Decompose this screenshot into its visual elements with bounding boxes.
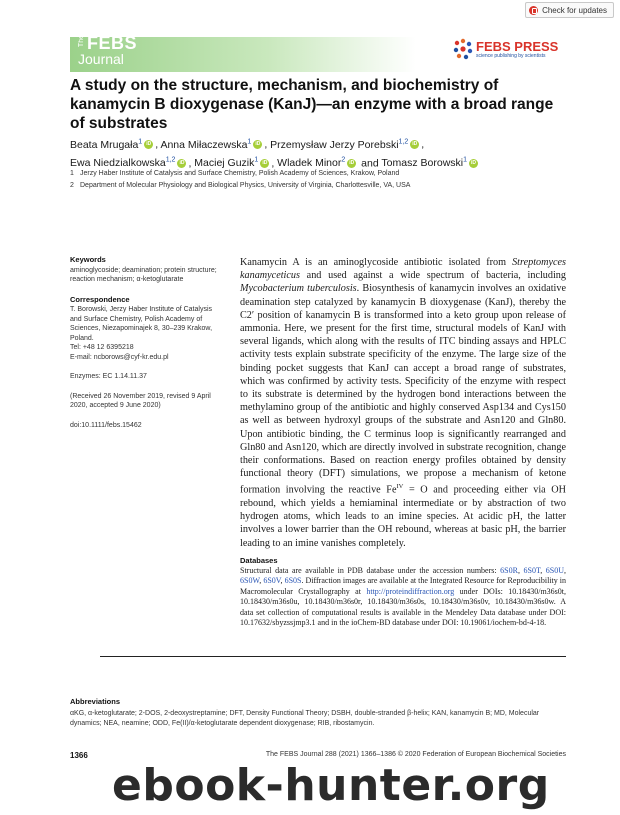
affiliation: 1 Jerzy Haber Institute of Catalysis and Surface Chemistry, Polish Academy of Sciences, Krakow, Poland <box>70 170 400 177</box>
abstract: Kanamycin A is an aminoglycoside antibiotic isolated from Streptomyces kanamyceticus and used against a wide spectrum of bacteria, including Mycobacterium tuberculosis. Biosynthesis of kanamycin involves an oxidative deamination step catalyzed by kanamycin B dioxygenase (KanJ), thereby the C2′ position of kanamycin B is transformed into a keto group upon release of ammonia. Here, we present for the first time, structural models of KanJ with several ligands, which along with the results of ITC binding assays and HPLC activity tests explain substrate specificity of the enzyme. The large size of the binding pocket suggests that KanJ can accept a broad range of substrates, which was confirmed by activity tests. Specificity of the enzyme with respect to its substrate is determined by the hydrogen bond interactions between the methylamino group of the antibiotic and highly conserved Asp134 and Cys150 as well as between hydroxyl groups of the substrate and Asn120 and Gln80. Upon antibiotic binding, the C terminus loop is significantly rearranged and Gln80 and Asn120, which are directly involved in substrate recognition, change their conformations. Based on reaction energy profiles obtained by density functional theory (DFT) simulations, we propose a mechanism of ketone formation involving the reactive $Fe^{IV} = O$ and proceeding either via OH rebound, which yields a hemiaminal intermediate or by abstraction of two hydrogen atoms, which leads to an imine species. At acidic pH, the latter involves a lower barrier than the OH rebound, whereas at basic pH, the barrier leading to an imine vanishes completely. <box>240 257 567 549</box>
keywords-text: aminoglycoside; deamination; protein structure; reaction mechanism; α-ketoglutarate <box>70 266 217 283</box>
author[interactable]: Wladek Minor$^2$ <box>277 156 346 169</box>
author[interactable]: Tomasz Borowski$^1$ <box>381 156 468 169</box>
pdb-link[interactable]: 6S0U <box>545 566 565 575</box>
update-icon <box>529 6 538 15</box>
pdb-link[interactable]: 6S0T <box>523 566 541 575</box>
pdb-link[interactable]: 6S0W <box>240 576 260 586</box>
author[interactable]: Przemysław Jerzy Porebski$^{1,2}$ <box>270 138 409 151</box>
section-divider <box>100 656 566 657</box>
febs-press-dots-icon <box>452 38 474 60</box>
watermark: ebook-hunter.org <box>112 760 550 811</box>
pdb-link[interactable]: 6S0R <box>500 566 518 575</box>
databases-heading: Databases <box>240 556 278 565</box>
page-number: 1366 <box>70 751 88 760</box>
correspondence-email[interactable]: E-mail: ncborows@cyf-kr.edu.pl <box>70 353 169 361</box>
enzymes-text: Enzymes: EC 1.14.11.37 <box>70 373 147 380</box>
correspondence-tel: Tel: +48 12 6395218 <box>70 344 134 351</box>
author[interactable]: Anna Miłaczewska$^1$ <box>160 138 252 151</box>
correspondence-text: T. Borowski, Jerzy Haber Institute of Catalysis and Surface Chemistry, Polish Academy of Sciences, Niezapominajek 8, 30–239 Krakow, Poland. <box>70 306 213 342</box>
check-for-updates-button[interactable] <box>525 2 614 18</box>
orcid-icon[interactable]: iD <box>412 141 418 148</box>
orcid-icon[interactable]: iD <box>179 159 185 166</box>
footer-citation: The FEBS Journal 288 (2021) 1366–1386 © 2020 Federation of European Biochemical Societies <box>265 751 566 758</box>
author-list: Beata Mrugała$^1$ iD , Anna Miłaczewska$^1$ iD , Przemysław Jerzy Porebski$^{1,2}$ iD , Ewa Niedzialkowska$^{1,2}$ iD , Maciej Guzik$^1$ iD , Wladek Minor$^2$ iD and Tomasz Borowski$^1$ iD <box>70 138 477 169</box>
received-dates: (Received 26 November 2019, revised 9 April 2020, accepted 9 June 2020) <box>70 392 211 409</box>
orcid-icon[interactable]: iD <box>349 159 355 166</box>
affiliations <box>70 168 570 191</box>
author[interactable]: Beata Mrugała$^1$ <box>70 138 143 151</box>
doi-text[interactable]: doi:10.1111/febs.15462 <box>70 421 142 429</box>
press-tagline: science publishing by scientists <box>476 53 546 59</box>
orcid-icon[interactable]: iD <box>255 141 261 148</box>
orcid-icon[interactable]: iD <box>471 159 477 166</box>
orcid-icon[interactable]: iD <box>262 159 268 166</box>
logo-the: The <box>78 35 85 48</box>
author[interactable]: Maciej Guzik$^1$ <box>194 156 259 169</box>
article-title: A study on the structure, mechanism, and biochemistry of kanamycin B dioxygenase (KanJ)—an enzyme with a broad range of substrates <box>70 77 554 132</box>
affiliation: 2 Department of Molecular Physiology and Biological Physics, University of Virginia, Charlottesville, VA, USA <box>70 181 411 189</box>
pdb-link[interactable]: 6S0S <box>284 576 302 586</box>
abbreviations-text: αKG, α-ketoglutarate; 2-DOS, 2-deoxystreptamine; DFT, Density Functional Theory; DSBH, double-stranded β-helix; KAN, kanamycin B; MD, Molecular dynamics; NEA, neamine; ODD, Fe(II)/α-ketoglutarate dependent dioxygenase; RIB, ribostamycin. <box>70 710 540 727</box>
pdb-link[interactable]: 6S0V <box>263 576 281 586</box>
orcid-icon[interactable]: iD <box>146 141 152 148</box>
databases-text: Structural data are available in PDB database under the accession numbers: 6S0R, 6S0T, 6S0U, 6S0W, 6S0V, 6S0S. Diffraction images are available at the Integrated Resource for Reproducibility in Macromolecular Crystallography at http://proteindiffraction.org under DOIs: 10.18430/m36s0t, 10.18430/m36s0u, 10.18430/m36s0r, 10.18430/m36s0s, 10.18430/m36s0v, 10.18430/m36s0w. A data set collection of computational results is available in the Mendeley Data database under DOI: 10.17632/sbyzssjmp3.1 and in the ioChem-BD database under DOI: 10.19061/iochem-bd-4-18. <box>240 566 567 628</box>
keywords-heading: Keywords <box>70 255 106 264</box>
press-name: FEBS PRESS <box>476 39 559 54</box>
article-sidebar <box>70 255 218 440</box>
author[interactable]: Ewa Niedzialkowska$^{1,2}$ <box>70 156 176 169</box>
correspondence-heading: Correspondence <box>70 294 130 304</box>
proteindiffraction-link[interactable]: http://proteindiffraction.org <box>366 586 455 596</box>
logo-febs: FEBS <box>87 33 138 53</box>
abbreviations-heading: Abbreviations <box>70 697 121 706</box>
check-for-updates-label: Check for updates <box>542 5 607 15</box>
logo-journal: Journal <box>78 51 124 67</box>
